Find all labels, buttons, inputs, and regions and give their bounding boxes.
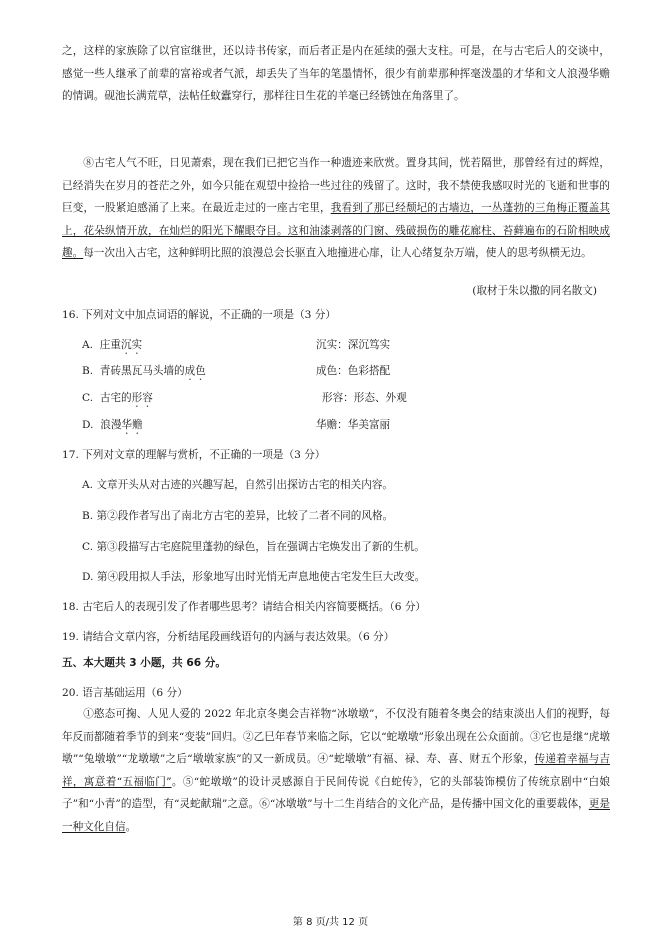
underlined-phrase-1: 传递着幸福与吉祥，寓意着“五福临门” — [62, 753, 611, 788]
section-five-heading: 五、本大题共 3 小题，共 66 分。 — [62, 657, 226, 669]
paragraph-7-continued — [62, 40, 610, 108]
q16-option-c-gloss: 形容：形态、外观 — [322, 392, 407, 404]
q16-option-b[interactable]: B. 青砖黑瓦马头墙的成色 — [82, 365, 206, 377]
passage-text: 。 — [125, 820, 137, 833]
q17-option-a[interactable]: A. 文章开头从对古迹的兴趣写起，自然引出探访古宅的相关内容。 — [82, 479, 394, 491]
source-note: (取材于朱以撒的同名散文) — [472, 285, 597, 297]
underlined-phrase-2: 更是一种文化自信 — [62, 798, 610, 833]
underlined-sentence: 我看到了那已经颓圮的古墙边，一丛蓬勃的三角梅正覆盖其上，花朵纵情开放，在灿烂的阳光下耀眼夺目。这和油漆剥落的门窗、残破损伤的雕花廊柱、苔藓遍布的石阶相映成趣。 — [62, 202, 610, 260]
paragraph-text: 每一次出入古宅，这种鲜明比照的浪漫总会长驱直入地撞进心扉，让人心绪复杂万端，使人的思考纵横无边。 — [83, 247, 592, 260]
paragraph-text: 之，这样的家族除了以官宦继世，还以诗书传家，而后者正是内在延续的强大支柱。可是，在与古宅后人的交谈中，感觉一些人继承了前辈的富裕或者气派，却丢失了当年的笔墨情怀，很少有前辈那种挥毫泼墨的才华和文人浪漫华赡的情调。砚池长满荒草，法帖任蚊蠹穿行，那样往日生花的羊毫已经锈蚀在角落里了。 — [62, 45, 610, 103]
q16-option-d-gloss: 华赡：华美富丽 — [316, 419, 391, 431]
question-19: 19. 请结合文章内容，分析结尾段画线语句的内涵与表达效果。（6 分） — [62, 631, 395, 643]
q16-option-a[interactable]: A. 庄重沉实 — [82, 339, 143, 351]
question-18: 18. 古宅后人的表现引发了作者哪些思考？请结合相关内容简要概括。（6 分） — [62, 601, 427, 613]
question-20-passage — [62, 703, 610, 839]
question-16-stem: 16. 下列对文中加点词语的解说，不正确的一项是（3 分） — [62, 309, 336, 321]
paragraph-text: ⑧古宅人气不旺，日见萧索，现在我们已把它当作一种遗迹来欣赏。置身其间，恍若隔世，那曾经有过的辉煌，已经消失在岁月的苍茫之外，如今只能在观望中捡拾一些过往的残留了。这时，我不禁使我感叹时光的飞逝和世事的巨变，一股紧迫感涌了上来。在最近走过的一座古宅里， — [62, 157, 610, 215]
passage-text: 。⑤“蛇墩墩”的设计灵感源自于民间传说《白蛇传》，它的头部装饰模仿了传统京剧中“白娘子”和“小青”的造型，有“灵蛇献瑞”之意。⑥“冰墩墩”与十二生肖结合的文化产品，是传播中国文化的重要载体， — [62, 775, 610, 811]
q16-option-a-gloss: 沉实：深沉笃实 — [316, 339, 391, 351]
q16-option-d[interactable]: D. 浪漫华赡 — [82, 419, 143, 431]
q17-option-b[interactable]: B. 第②段作者写出了南北方古宅的差异，比较了二者不同的风格。 — [82, 510, 394, 522]
question-17-stem: 17. 下列对文章的理解与赏析，不正确的一项是（3 分） — [62, 449, 326, 461]
q17-option-d[interactable]: D. 第④段用拟人手法，形象地写出时光悄无声息地使古宅发生巨大改变。 — [82, 571, 426, 583]
q16-option-b-gloss: 成色：色彩搭配 — [316, 365, 391, 377]
page-number: 第 8 页/共 12 页 — [292, 917, 369, 928]
passage-text: ①憨态可掬、人见人爱的 2022 年北京冬奥会吉祥物“冰墩墩”，不仅没有随着冬奥会的结束淡出人们的视野，每年反而都随着季节的到来“变装”回归。②乙巳年春节来临之际，它以“蛇墩墩”形象出现在公众面前。③它也是继“虎墩墩”“兔墩墩”“龙墩墩”之后“墩墩家族”的又一新成员。④“蛇墩墩”有福、禄、寿、喜、财五个形象， — [62, 708, 610, 766]
paragraph-8 — [62, 152, 610, 265]
q17-option-c[interactable]: C. 第③段描写古宅庭院里蓬勃的绿色，旨在强调古宅焕发出了新的生机。 — [82, 541, 425, 553]
question-20-stem: 20. 语言基础运用（6 分） — [62, 687, 188, 699]
q16-option-c[interactable]: C. 古宅的形容 — [82, 392, 153, 404]
